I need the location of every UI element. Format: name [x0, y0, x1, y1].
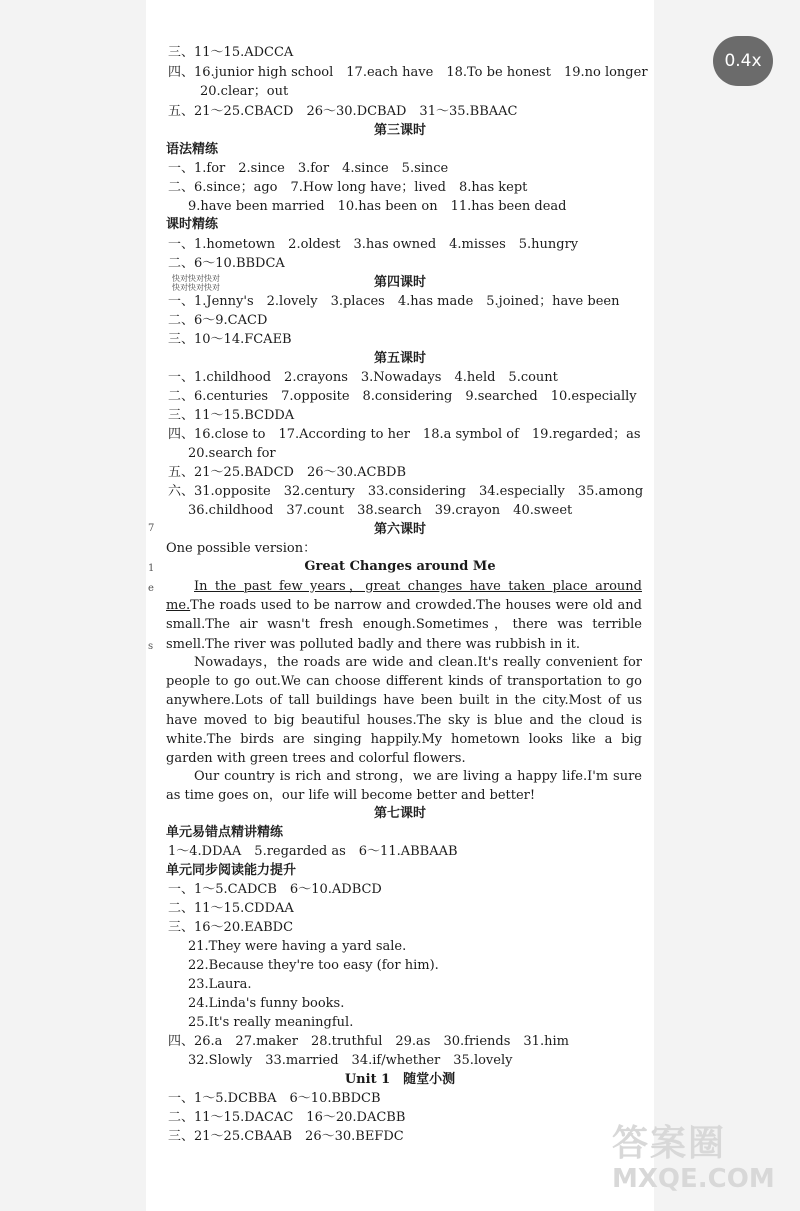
- answer-line: 32.Slowly 33.married 34.if/whether 35.lovely: [188, 1053, 513, 1068]
- answer-line: 六、31.opposite 32.century 33.considering 34.especially 35.among: [168, 484, 644, 499]
- answer-line: 20.clear；out: [200, 84, 289, 99]
- margin-mark: 7: [148, 523, 155, 534]
- answer-line: 25.It's really meaningful.: [188, 1015, 354, 1030]
- section-title: 单元易错点精讲精练: [166, 825, 284, 840]
- answer-line: 三、11～15.BCDDA: [168, 408, 295, 423]
- answer-line: 二、11～15.CDDAA: [168, 901, 294, 916]
- answer-line: 一、1.hometown 2.oldest 3.has owned 4.misses 5.hungry: [168, 237, 579, 252]
- answer-line: 1～4.DDAA 5.regarded as 6～11.ABBAAB: [168, 844, 458, 859]
- section-title: 课时精练: [166, 217, 219, 232]
- lesson-heading: 第五课时: [373, 351, 426, 366]
- lesson-heading: 第四课时: [373, 275, 426, 290]
- answer-line: 二、6～9.CACD: [168, 313, 268, 328]
- answer-line: 二、11～15.DACAC 16～20.DACBB: [168, 1110, 406, 1125]
- answer-line: 四、16.close to 17.According to her 18.a symbol of 19.regarded；as: [168, 427, 641, 442]
- answer-line: 24.Linda's funny books.: [188, 996, 345, 1011]
- answer-line: 五、21～25.CBACD 26～30.DCBAD 31～35.BBAAC: [168, 104, 518, 119]
- answer-line: 一、1～5.DCBBA 6～10.BBDCB: [168, 1091, 381, 1106]
- underlined-sentence: In the past few years，great changes have taken place around me.: [166, 579, 642, 614]
- answer-line: 一、1.Jenny's 2.lovely 3.places 4.has made 5.joined；have been: [168, 294, 620, 309]
- answer-line: 22.Because they're too easy (for him).: [188, 958, 439, 973]
- answer-line: 五、21～25.BADCD 26～30.ACBDB: [168, 465, 407, 480]
- answer-line: 一、1～5.CADCB 6～10.ADBCD: [168, 882, 382, 897]
- zoom-level-badge[interactable]: 0.4x: [713, 36, 773, 86]
- margin-mark: 1: [148, 563, 155, 574]
- answer-line: 四、16.junior high school 17.each have 18.To be honest 19.no longer: [168, 65, 648, 80]
- answer-line: 二、6～10.BBDCA: [168, 256, 285, 271]
- answer-line: 一、1.for 2.since 3.for 4.since 5.since: [168, 161, 449, 176]
- answer-line: 二、6.since；ago 7.How long have；lived 8.has kept: [168, 180, 528, 195]
- answer-line: 三、21～25.CBAAB 26～30.BEFDC: [168, 1129, 404, 1144]
- answer-line: 21.They were having a yard sale.: [188, 939, 407, 954]
- answer-line: 36.childhood 37.count 38.search 39.crayon 40.sweet: [188, 503, 573, 518]
- answer-line: One possible version：: [166, 541, 317, 556]
- answer-line: 三、10～14.FCAEB: [168, 332, 292, 347]
- lesson-heading: 第六课时: [373, 522, 426, 537]
- essay-paragraph: In the past few years，great changes have taken place around me.The roads used to be narrow and crowded.The houses were old and small.The air wasn't fresh enough.Sometimes，there was terrible smell.The river was polluted badly and there was rubbish in it.: [166, 579, 642, 652]
- answer-line: 四、26.a 27.maker 28.truthful 29.as 30.friends 31.him: [168, 1034, 569, 1049]
- section-title: 语法精练: [166, 142, 219, 157]
- margin-mark: e: [148, 583, 154, 594]
- answer-line: 9.have been married 10.has been on 11.has been dead: [188, 199, 567, 214]
- answer-line: 一、1.childhood 2.crayons 3.Nowadays 4.held 5.count: [168, 370, 558, 385]
- essay-paragraph: Our country is rich and strong，we are living a happy life.I'm sure as time goes on，our life will become better and better!: [166, 769, 642, 804]
- answer-line: 二、6.centuries 7.opposite 8.considering 9.searched 10.especially: [168, 389, 637, 404]
- answer-line: 23.Laura.: [188, 977, 252, 992]
- answer-line: 三、16～20.EABDC: [168, 920, 294, 935]
- unit-heading: Unit 1 随堂小测: [344, 1072, 456, 1087]
- lesson-heading: 第三课时: [373, 123, 426, 138]
- stamp-mark: 快对快对快对 快对快对快对: [172, 274, 220, 292]
- answer-line: 20.search for: [188, 446, 276, 461]
- margin-mark: s: [148, 641, 154, 652]
- essay-paragraph: Nowadays，the roads are wide and clean.It's really convenient for people to go out.We can choose different kinds of transportation to go anywhere.Lots of tall buildings have been built in the city.Most of us have moved to big beautiful houses.The sky is blue and the cloud is white.The birds are singing happily.My hometown looks like a big garden with green trees and colorful flowers.: [166, 655, 642, 767]
- lesson-heading: 第七课时: [373, 806, 426, 821]
- answer-line: 三、11～15.ADCCA: [168, 45, 294, 60]
- essay-title: Great Changes around Me: [304, 559, 496, 574]
- section-title: 单元同步阅读能力提升: [166, 863, 297, 878]
- watermark-logo: 答案圈 MXQE.COM: [612, 1123, 775, 1194]
